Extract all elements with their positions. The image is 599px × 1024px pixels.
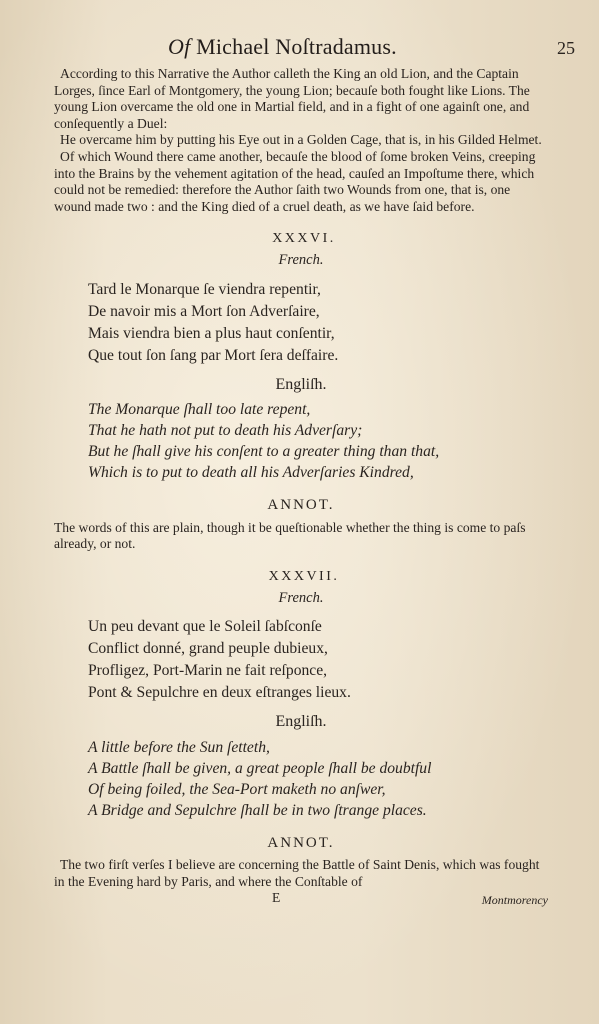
verse-line: Of being foiled, the Sea-Port maketh no anſwer,: [88, 780, 386, 798]
quatrain-36-annot-heading: ANNOT.: [267, 497, 335, 514]
quatrain-36-english: [54, 399, 548, 483]
quatrain-36-number: XXXVI.: [272, 231, 336, 247]
quatrain-37-number: XXXVII.: [268, 568, 340, 584]
verse-line: De navoir mis a Mort ſon Adverſaire,: [88, 302, 320, 320]
verse-line: Pont & Sepulchre en deux eſtranges lieux.: [88, 684, 351, 702]
verse-line: A Battle ſhall be given, a great people ſhall be doubtful: [88, 759, 432, 777]
verse-line: Tard le Monarque ſe viendra repentir,: [88, 280, 321, 298]
verse-line: Un peu devant que le Soleil ſabſconſe: [88, 618, 322, 636]
quatrain-37-english-label: Engliſh.: [275, 713, 327, 731]
quatrain-36-french: [54, 279, 548, 367]
page-number: 25: [557, 38, 575, 58]
verse-line: That he hath not put to death his Adverſary;: [88, 422, 363, 440]
verse-line: Que tout ſon ſang par Mort ſera deſfaire.: [88, 346, 339, 364]
verse-line: Mais viendra bien a plus haut conſentir,: [88, 324, 335, 342]
quatrain-36-english-label: Engliſh.: [275, 375, 327, 393]
verse-line: But he ſhall give his conſent to a greater thing than that,: [88, 443, 440, 461]
catchword: Montmorency: [481, 893, 548, 908]
running-title-main: Michael Noſtradamus.: [196, 34, 397, 59]
verse-line: A little before the Sun ſetteth,: [88, 738, 270, 756]
verse-line: The Monarque ſhall too late repent,: [88, 401, 311, 419]
intro-paragraph-1: According to this Narrative the Author calleth the King an old Lion, and the Captain Lorges, ſince Earl of Montgomery, the young Lion; becauſe both fought like Lions. The young Lion overcame the old one in Martial field, and in a fight of one againſt one, and conſequently a Duel:: [54, 66, 530, 131]
verse-line: Profligez, Port-Marin ne fait reſponce,: [88, 662, 328, 680]
quatrain-37-annot-text: The two firſt verſes I believe are concerning the Battle of Saint Denis, which was fought in the Evening hard by Paris, and where the Conſtable of: [54, 857, 540, 889]
quatrain-37-english: [54, 737, 548, 821]
verse-line: Which is to put to death all his Adverſaries Kindred,: [88, 464, 414, 482]
intro-paragraph-3: Of which Wound there came another, becauſe the blood of ſome broken Veins, creeping into the Brains by the vehement agitation of the head, cauſed an Impoſtume there, which could not be remedied: therefore the Author ſaith two Wounds from one, that is, one wound made two : and the King died of a cruel death, as we have ſaid before.: [54, 148, 536, 214]
quatrain-37-annot-heading: ANNOT.: [267, 834, 335, 851]
quatrain-36-french-label: French.: [278, 251, 324, 268]
running-title: [168, 34, 397, 60]
page-header: [0, 34, 599, 64]
intro-paragraph-2: He overcame him by putting his Eye out in a Golden Cage, that is, in his Gilded Helmet.: [60, 132, 542, 148]
verse-line: Conflict donné, grand peuple dubieux,: [88, 640, 328, 658]
quatrain-37-french-label: French.: [278, 589, 324, 606]
quatrain-36-annot-text: The words of this are plain, though it be queſtionable whether the thing is come to paſs already, or not.: [54, 519, 526, 552]
signature-mark: E: [272, 890, 281, 906]
quatrain-37-french: [54, 616, 548, 704]
page-body: [54, 66, 548, 906]
verse-line: A Bridge and Sepulchre ſhall be in two ſtrange places.: [88, 801, 427, 819]
running-title-prefix: Of: [168, 34, 191, 59]
page-footer: [54, 890, 548, 906]
